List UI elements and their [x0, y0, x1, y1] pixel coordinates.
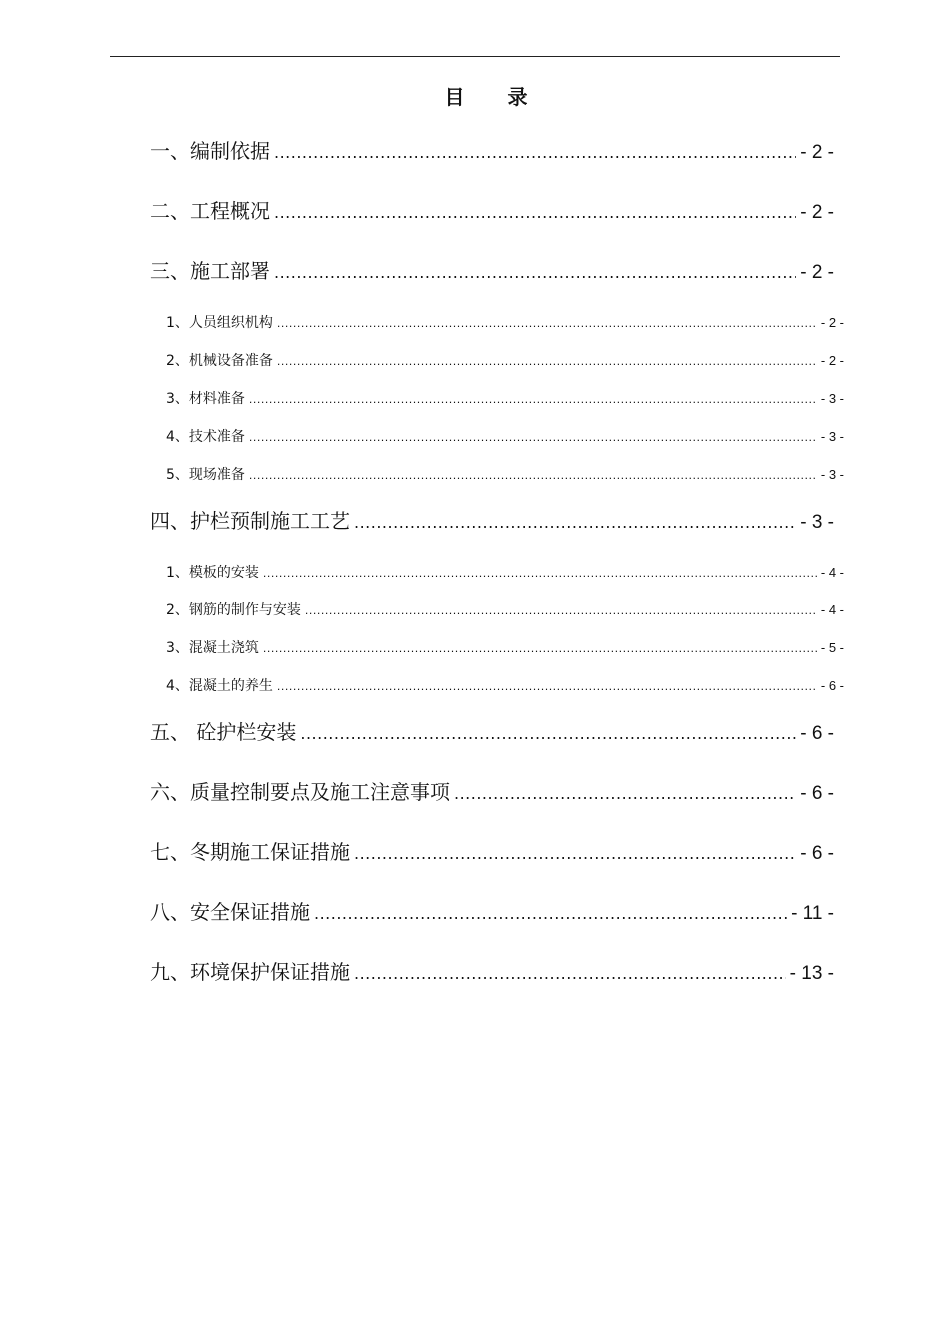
toc-entry[interactable]: [150, 137, 834, 165]
toc-page-number: - 6 -: [820, 678, 844, 693]
toc-dot-leader: [277, 352, 817, 371]
toc-entry-label: 四、护栏预制施工工艺: [150, 509, 350, 533]
toc-dot-leader: [454, 780, 796, 806]
toc-page-number: - 6 -: [800, 723, 834, 744]
toc-page-number: - 2 -: [800, 142, 834, 163]
toc-entry-label: 六、质量控制要点及施工注意事项: [150, 780, 450, 804]
toc-subentry[interactable]: [166, 600, 844, 620]
toc-dot-leader: [305, 601, 817, 620]
toc-page-number: - 2 -: [820, 315, 844, 330]
toc-page-number: - 2 -: [800, 262, 834, 283]
toc-dot-leader: [314, 900, 787, 926]
toc-dot-leader: [354, 960, 786, 986]
toc-subentry-label: 3、混凝土浇筑: [166, 640, 259, 656]
toc-subentry[interactable]: [166, 389, 844, 409]
toc-entry-label: 九、环境保护保证措施: [150, 960, 350, 984]
toc-page-number: - 2 -: [800, 202, 834, 223]
toc-subentry[interactable]: [166, 427, 844, 447]
toc-subentry[interactable]: [166, 313, 844, 333]
toc-page-number: - 11 -: [791, 903, 834, 924]
toc-dot-leader: [274, 259, 796, 285]
toc-subentry-label: 1、模板的安装: [166, 565, 259, 581]
toc-subentry[interactable]: [166, 563, 844, 583]
toc-dot-leader: [263, 639, 817, 658]
toc-subentry[interactable]: [166, 465, 844, 485]
toc-entry[interactable]: [150, 257, 834, 285]
toc-page-number: - 6 -: [800, 783, 834, 804]
toc-page-number: - 3 -: [820, 467, 844, 482]
toc-page-number: - 3 -: [800, 512, 834, 533]
toc-entry[interactable]: [150, 197, 834, 225]
toc-subentry-label: 5、现场准备: [166, 467, 245, 483]
toc-dot-leader: [249, 466, 817, 485]
toc-subentry[interactable]: [166, 676, 844, 696]
toc-entry-label: 一、编制依据: [150, 139, 270, 163]
toc-dot-leader: [354, 840, 796, 866]
toc-entry-label: 五、 砼护栏安装: [150, 720, 297, 744]
toc-dot-leader: [274, 139, 796, 165]
toc-subentry-label: 3、材料准备: [166, 391, 245, 407]
toc-entry-label: 二、工程概况: [150, 199, 270, 223]
toc-dot-leader: [277, 314, 817, 333]
toc-subentry-label: 2、钢筋的制作与安装: [166, 602, 301, 618]
toc-entry[interactable]: [150, 507, 834, 535]
toc-entry[interactable]: [150, 718, 834, 746]
toc-dot-leader: [263, 564, 817, 583]
toc-entry[interactable]: [150, 838, 834, 866]
toc-entry-label: 七、冬期施工保证措施: [150, 840, 350, 864]
toc-page-number: - 2 -: [820, 353, 844, 368]
toc-dot-leader: [249, 390, 817, 409]
toc-dot-leader: [277, 677, 817, 696]
toc-subentry-label: 2、机械设备准备: [166, 353, 273, 369]
toc-dot-leader: [249, 428, 817, 447]
toc-subentry-label: 1、人员组织机构: [166, 315, 273, 331]
toc-subentry[interactable]: [166, 351, 844, 371]
toc-page-number: - 3 -: [820, 429, 844, 444]
toc-page-number: - 4 -: [820, 565, 844, 580]
toc-title: 目 录: [444, 85, 546, 109]
toc-page-number: - 6 -: [800, 843, 834, 864]
toc-page-number: - 13 -: [789, 963, 834, 984]
toc-dot-leader: [300, 720, 796, 746]
toc-page-number: - 4 -: [820, 602, 844, 617]
toc-dot-leader: [274, 199, 796, 225]
toc-subentry[interactable]: [166, 638, 844, 658]
toc-entry-label: 三、施工部署: [150, 259, 270, 283]
toc-entry[interactable]: [150, 958, 834, 986]
toc-dot-leader: [354, 509, 796, 535]
toc-entry[interactable]: [150, 778, 834, 806]
header-rule: [110, 56, 840, 57]
toc-subentry-label: 4、技术准备: [166, 429, 245, 445]
toc-subentry-label: 4、混凝土的养生: [166, 678, 273, 694]
toc-entry[interactable]: [150, 898, 834, 926]
toc-page-number: - 3 -: [820, 391, 844, 406]
toc-page-number: - 5 -: [820, 640, 844, 655]
toc-entry-label: 八、安全保证措施: [150, 900, 310, 924]
